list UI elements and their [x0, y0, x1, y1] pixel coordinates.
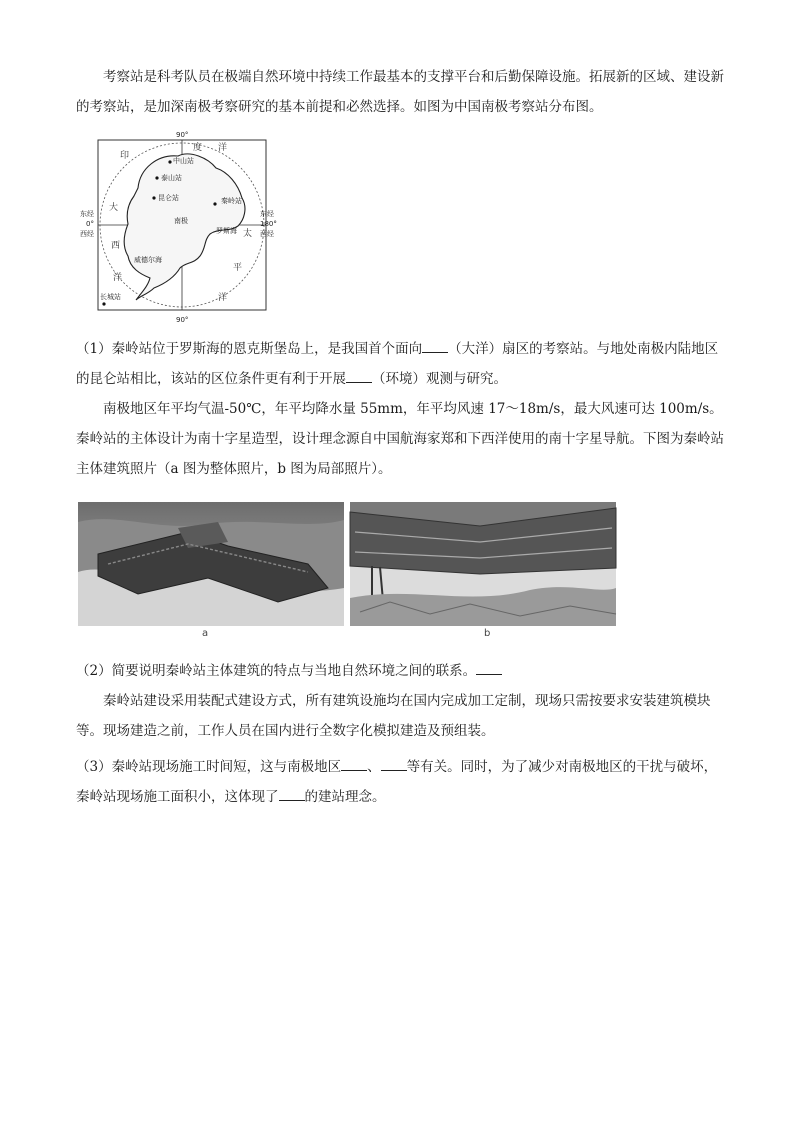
q3-part1: （3）秦岭站现场施工时间短，这与南极地区: [76, 759, 342, 775]
context-text: 南极地区年平均气温-50℃，年平均降水量 55mm，年平均风速 17～18m/s，最大风速可达 100m/s。秦岭站的主体设计为南十字星造型，设计理念源自中国航海家郑和下西洋使用的南十字星导航。下图为秦岭站主体建筑照片（a 图为整体照片，b 图为局部照片）。: [76, 401, 724, 477]
station-dot: [102, 302, 105, 305]
answer-blank[interactable]: [346, 368, 372, 383]
station-dot: [155, 176, 158, 179]
ocean-char: 平: [233, 263, 243, 273]
intro-paragraph: [76, 62, 724, 122]
station-dot: [168, 160, 171, 163]
q2-text: （2）简要说明秦岭站主体建筑的特点与当地自然环境之间的联系。: [76, 663, 477, 679]
q3-part3: 的建站理念。: [304, 789, 386, 805]
map-label-west-right: 西经: [260, 230, 274, 238]
ocean-char: 大: [109, 203, 119, 213]
answer-blank[interactable]: [422, 338, 448, 353]
q1-part2: （大洋）扇区的考察站。与地处南极内陆地区的昆仑站相比，该站的区位条件更有利于开展: [76, 341, 719, 387]
question-1: [76, 334, 724, 394]
photo-a-label: a: [202, 628, 209, 639]
question-2: [76, 656, 724, 686]
construction-paragraph: [76, 686, 724, 746]
antarctic-station-map: [78, 128, 277, 326]
answer-blank[interactable]: [279, 786, 305, 801]
photo-b-detail: [350, 502, 616, 626]
ocean-char: 西: [111, 241, 121, 251]
station-changcheng: 长城站: [100, 293, 121, 301]
ocean-char: 洋: [218, 143, 228, 153]
map-label-east-right: 东经: [260, 210, 274, 218]
question-3: [76, 752, 724, 812]
ross-sea-label: 罗斯海: [216, 227, 237, 235]
photo-a-overall: [78, 502, 344, 626]
station-dot: [152, 196, 155, 199]
construction-text: 秦岭站建设采用装配式建设方式，所有建筑设施均在国内完成加工定制，现场只需按要求安装建筑模块等。现场建造之前，工作人员在国内进行全数字化模拟建造及预组装。: [76, 693, 711, 739]
station-kunlun: 昆仑站: [158, 194, 179, 202]
map-label-180: 180°: [260, 220, 277, 228]
station-dot: [213, 202, 216, 205]
map-label-zero: 0°: [86, 220, 94, 228]
ocean-char: 度: [193, 143, 203, 153]
ocean-char: 洋: [113, 273, 123, 283]
map-label-90-bottom: 90°: [176, 316, 189, 324]
station-taishan: 泰山站: [161, 174, 182, 182]
south-pole-label: 南极: [174, 217, 188, 225]
intro-text: 考察站是科考队员在极端自然环境中持续工作最基本的支撑平台和后勤保障设施。拓展新的区域、建设新的考察站，是加深南极考察研究的基本前提和必然选择。如图为中国南极考察站分布图。: [76, 69, 724, 115]
answer-blank[interactable]: [341, 756, 367, 771]
station-zhongshan: 中山站: [173, 157, 194, 165]
q3-sep: 、: [367, 759, 381, 775]
q1-part3: （环境）观测与研究。: [372, 371, 507, 387]
map-label-west: 西经: [80, 230, 94, 238]
ocean-char: 印: [120, 151, 130, 161]
weddell-sea-label: 威德尔海: [134, 256, 162, 264]
station-qinling: 秦岭站: [221, 197, 242, 205]
context-paragraph: [76, 394, 724, 484]
q3-part2: 等有关。同时，为了减少对南极地区的干扰与破坏，秦岭站现场施工面积小，这体现了: [76, 759, 718, 805]
answer-blank[interactable]: [381, 756, 407, 771]
ocean-char: 洋: [218, 293, 228, 303]
q1-part1: （1）秦岭站位于罗斯海的恩克斯堡岛上，是我国首个面向: [76, 341, 423, 357]
answer-blank[interactable]: [476, 660, 502, 675]
map-label-90-top: 90°: [176, 131, 189, 139]
ocean-char: 太: [243, 229, 253, 239]
photo-b-label: b: [484, 628, 491, 639]
map-label-east: 东经: [80, 210, 94, 218]
